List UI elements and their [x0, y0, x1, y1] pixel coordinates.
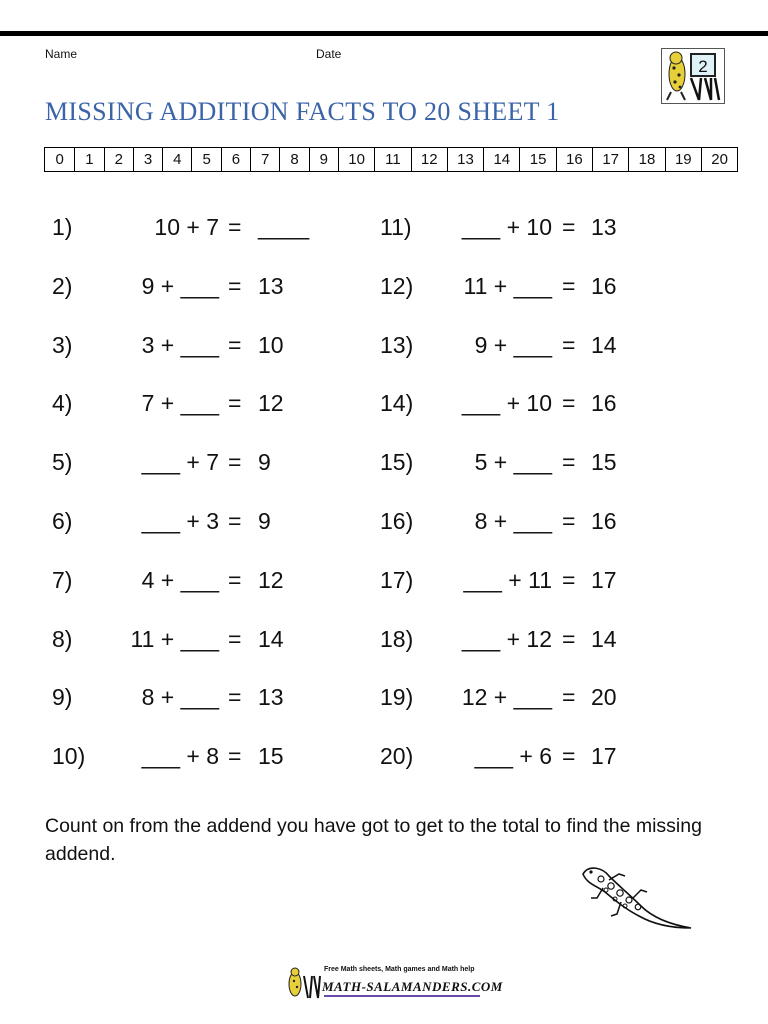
equals-sign: =	[562, 684, 576, 711]
number-line-cell: 15	[519, 148, 555, 171]
problem-answer: 16	[591, 508, 617, 534]
problem-expression: ___ + 11	[463, 566, 552, 593]
equals-sign: =	[562, 449, 576, 476]
number-line-cell: 14	[483, 148, 519, 171]
problem-answer: 12	[258, 390, 284, 417]
number-line-cell: 6	[221, 148, 250, 171]
problem-number: 9)	[52, 684, 73, 711]
number-line-cell: 8	[279, 148, 308, 171]
math-salamanders-logo	[661, 48, 725, 104]
problem-number: 3)	[52, 331, 73, 358]
problem-answer: 13	[258, 684, 284, 711]
problem-expression: 11 + ___	[130, 625, 219, 652]
problem-number: 8)	[52, 625, 73, 652]
problem-answer: 14	[591, 331, 617, 358]
equals-sign: =	[228, 743, 242, 770]
problem-answer: 16	[591, 390, 617, 417]
problem-20	[380, 739, 640, 773]
problem-answer: 20	[591, 684, 617, 711]
problem-11	[380, 210, 640, 244]
problem-answer: 14	[258, 625, 284, 652]
problem-number: 16)	[380, 508, 414, 534]
equals-sign: =	[562, 331, 576, 358]
equals-sign: =	[562, 390, 576, 417]
problem-1	[52, 210, 312, 244]
equals-sign: =	[228, 684, 242, 711]
problem-expression: ___ + 12	[461, 625, 552, 652]
equals-sign: =	[562, 272, 576, 299]
problem-17	[380, 563, 640, 597]
problem-2	[52, 269, 312, 303]
problem-answer: 13	[258, 272, 284, 299]
problem-number: 17)	[380, 566, 414, 593]
problem-number: 18)	[380, 625, 414, 652]
problem-answer: 10	[258, 331, 284, 358]
problem-expression: 4 + ___	[141, 566, 219, 593]
problem-9	[52, 680, 312, 714]
problem-10	[52, 739, 312, 773]
number-line-cell: 20	[701, 148, 737, 171]
number-line-cell: 7	[250, 148, 279, 171]
equals-sign: =	[562, 566, 576, 593]
problem-number: 2)	[52, 272, 73, 299]
salamander-illustration	[575, 862, 695, 934]
problem-number: 12)	[380, 272, 414, 299]
equals-sign: =	[562, 214, 576, 240]
problem-expression: 9 + ___	[141, 272, 219, 299]
number-line-cell: 0	[55, 151, 64, 168]
name-label: Name	[45, 47, 78, 61]
number-line-cell: 18	[628, 148, 664, 171]
problem-6	[52, 504, 312, 538]
equals-sign: =	[228, 390, 242, 417]
problem-answer: ____	[258, 214, 310, 240]
problem-expression: 3 + ___	[141, 331, 219, 358]
equals-sign: =	[228, 566, 242, 593]
number-line-cell: 2	[104, 148, 133, 171]
number-line-cell: 10	[338, 148, 374, 171]
problem-7	[52, 563, 312, 597]
problem-number: 7)	[52, 566, 73, 593]
problem-number: 1)	[52, 214, 73, 240]
problem-19	[380, 680, 640, 714]
problem-answer: 14	[591, 625, 617, 652]
problem-expression: ___ + 10	[461, 214, 552, 240]
problem-8	[52, 622, 312, 656]
problem-answer: 15	[591, 449, 617, 476]
number-line	[44, 147, 738, 172]
problem-expression: ___ + 8	[141, 743, 219, 770]
date-label: Date	[316, 47, 342, 61]
problem-14	[380, 386, 640, 420]
problem-number: 13)	[380, 331, 414, 358]
footer-brand: MATH-SALAMANDERS.COM	[322, 979, 503, 994]
problem-5	[52, 445, 312, 479]
footer-rule	[324, 995, 480, 997]
logo-digit: 2	[698, 57, 708, 76]
problem-expression: ___ + 6	[474, 743, 552, 770]
equals-sign: =	[228, 625, 242, 652]
problem-expression: 11 + ___	[463, 272, 552, 299]
equals-sign: =	[228, 508, 242, 534]
equals-sign: =	[562, 743, 576, 770]
problem-12	[380, 269, 640, 303]
instruction-text: Count on from the addend you have got to get to the total to find the missing addend.	[45, 815, 702, 865]
equals-sign: =	[228, 272, 242, 299]
footer-logo-icon	[286, 966, 322, 1000]
number-line-cell: 19	[665, 148, 701, 171]
problem-expression: ___ + 3	[141, 508, 219, 534]
footer	[284, 964, 503, 1004]
problem-expression: 8 + ___	[474, 508, 552, 534]
top-rule	[0, 31, 768, 36]
problem-number: 20)	[380, 743, 414, 770]
problem-number: 10)	[52, 743, 86, 770]
number-line-cell: 9	[309, 148, 338, 171]
number-line-cell: 17	[592, 148, 628, 171]
problem-number: 15)	[380, 449, 414, 476]
equals-sign: =	[228, 214, 242, 240]
footer-tagline: Free Math sheets, Math games and Math help	[324, 966, 475, 973]
problem-expression: 10 + 7	[154, 214, 219, 240]
problem-answer: 12	[258, 566, 284, 593]
page-title: MISSING ADDITION FACTS TO 20 SHEET 1	[45, 97, 560, 126]
problem-16	[380, 504, 640, 538]
number-line-cell: 3	[133, 148, 162, 171]
problem-number: 5)	[52, 449, 73, 476]
problem-number: 11)	[380, 214, 412, 240]
equals-sign: =	[562, 625, 576, 652]
equals-sign: =	[562, 508, 576, 534]
number-line-cell: 1	[74, 148, 103, 171]
problem-expression: ___ + 7	[141, 449, 219, 476]
problem-4	[52, 386, 312, 420]
problem-number: 6)	[52, 508, 73, 534]
problem-answer: 17	[591, 566, 617, 593]
number-line-cell: 12	[411, 148, 447, 171]
number-line-cell: 11	[374, 148, 410, 171]
problem-15	[380, 445, 640, 479]
number-line-cell: 13	[447, 148, 483, 171]
problem-answer: 9	[258, 508, 271, 534]
problem-18	[380, 622, 640, 656]
number-line-cell: 4	[162, 148, 191, 171]
problem-answer: 15	[258, 743, 284, 770]
problem-expression: 9 + ___	[474, 331, 552, 358]
problem-3	[52, 328, 312, 362]
problem-expression: 7 + ___	[141, 390, 219, 417]
problem-13	[380, 328, 640, 362]
number-line-cell: 16	[556, 148, 592, 171]
problem-answer: 16	[591, 272, 617, 299]
problem-answer: 13	[591, 214, 617, 240]
problem-number: 14)	[380, 390, 414, 417]
problem-number: 4)	[52, 390, 73, 417]
problem-number: 19)	[380, 684, 414, 711]
number-line-cell: 5	[191, 148, 220, 171]
equals-sign: =	[228, 331, 242, 358]
problem-expression: ___ + 10	[461, 390, 552, 417]
problem-answer: 9	[258, 449, 271, 476]
equals-sign: =	[228, 449, 242, 476]
problem-expression: 12 + ___	[461, 684, 552, 711]
problem-answer: 17	[591, 743, 617, 770]
problem-expression: 8 + ___	[141, 684, 219, 711]
problem-expression: 5 + ___	[474, 449, 552, 476]
